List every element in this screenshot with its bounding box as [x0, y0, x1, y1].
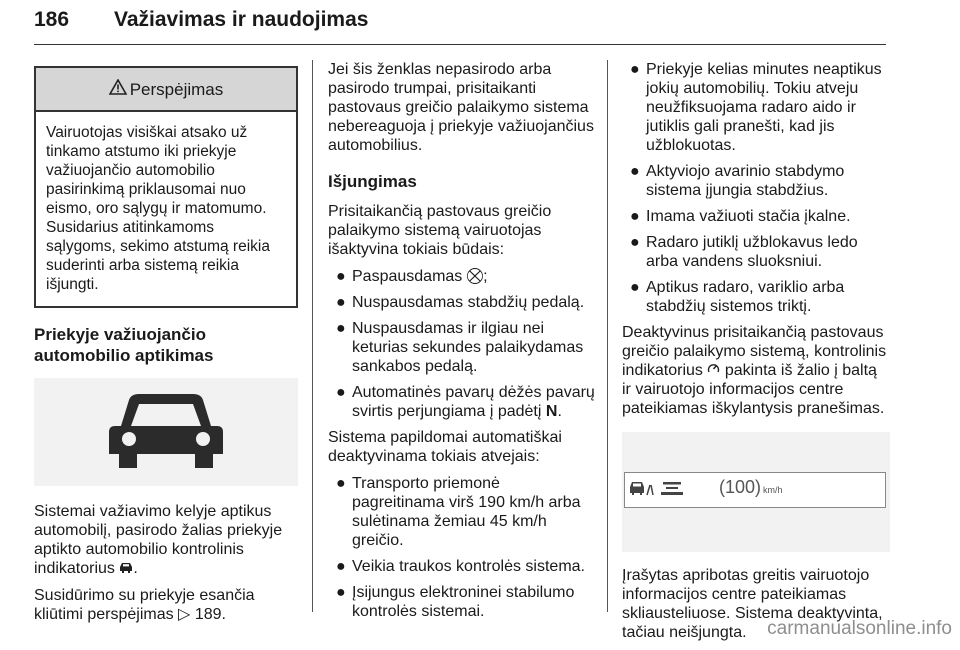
warning-title: Perspėjimas	[129, 79, 224, 99]
page-number: 186	[34, 8, 70, 31]
list-item: ● Priekyje kelias minutes neaptikus jokių automobilių. Tokiu atveju neužfiksuojama radaro aido ir jutiklis gali pranešti, kad jis užblokuotas.	[630, 61, 882, 154]
page-reference-icon: ▷	[178, 606, 191, 623]
paragraph: Jei šis ženklas nepasirodo arba pasirodo trumpai, prisitaikanti pastovaus greičio palaikymo sistema nebereaguoja į priekyje važiuojančius automobilius.	[328, 61, 594, 154]
column-divider	[607, 60, 608, 612]
cruise-button-icon: ⛒	[466, 268, 484, 285]
list-item: ● Transporto priemonė pagreitinama virš 190 km/h arba sulėtinama žemiau 45 km/h greičio.	[336, 475, 581, 549]
column-3	[622, 60, 890, 650]
header-rule	[34, 44, 886, 45]
column-1	[34, 60, 298, 632]
page-header	[34, 4, 886, 48]
list-item: ● Aktyviojo avarinio stabdymo sistema įjungia stabdžius.	[630, 163, 845, 199]
paragraph: Įrašytas apribotas greitis vairuotojo informacijos centre pateikiamas skliausteliuose. Sistema deaktyvinta, tačiau neišjungta.	[622, 567, 883, 641]
bullet-list	[328, 474, 596, 621]
section-heading: Išjungimas	[328, 172, 417, 191]
list-item: ● Paspausdamas ⛒;	[336, 268, 488, 285]
warning-header	[36, 68, 296, 112]
warning-box	[34, 66, 298, 308]
warning-icon	[109, 79, 127, 99]
bullet-list	[328, 267, 596, 421]
warning-text: Vairuotojas visiškai atsako už tinkamo atstumo iki priekyje važiuojančio automobilio pasirinkimą priklausomai nuo eismo, oro sąlygų ir matomumo. Susidarius atitinkamoms sąlygoms, sekimo atstumą reikia suderinti arba sistemą reikia išjungti.	[46, 124, 270, 293]
paragraph: Susidūrimo su priekyje esančia kliūtimi perspėjimas ▷ 189.	[34, 587, 255, 623]
list-item: ● Nuspausdamas stabdžių pedalą.	[336, 294, 585, 311]
driver-info-display	[624, 472, 886, 508]
list-item: ● Automatinės pavarų dėžės pavarų svirtis perjungiama į padėtį N.	[336, 384, 595, 420]
list-item: ● Veikia traukos kontrolės sistema.	[336, 558, 585, 575]
cruise-indicator-icon	[707, 362, 720, 379]
list-item: ● Imama važiuoti stačia įkalne.	[630, 208, 851, 225]
paragraph: Deaktyvinus prisitaikančią pastovaus greičio palaikymo sistemą, kontrolinis indikatorius pakinta iš žalio į baltą ir vairuotojo informacijos centre pateikiamas iškylantysis pranešimas.	[622, 324, 887, 417]
vehicle-ahead-illustration	[34, 378, 298, 486]
paragraph: Prisitaikančią pastovaus greičio palaikymo sistemą vairuotojas išaktyvina tokiais būdais:	[328, 203, 552, 258]
chapter-title: Važiavimas ir naudojimas	[114, 8, 369, 31]
following-distance-icon	[661, 481, 683, 502]
column-divider	[312, 60, 313, 612]
paragraph: Sistemai važiavimo kelyje aptikus automobilį, pasirodo žalias priekyje aptikto automobilio kontrolinis indikatorius .	[34, 503, 283, 577]
set-speed-readout: (100) km/h	[719, 477, 783, 497]
list-item: ● Įsijungus elektroninei stabilumo kontrolės sistemai.	[336, 584, 575, 620]
driver-info-display-illustration	[622, 432, 890, 552]
vehicle-ahead-icon	[629, 479, 657, 504]
paragraph: Sistema papildomai automatiškai deaktyvinama tokiais atvejais:	[328, 429, 562, 465]
vehicle-indicator-icon	[119, 560, 133, 577]
list-item: ● Aptikus radaro, variklio arba stabdžių sistemos triktį.	[630, 279, 845, 315]
column-2	[328, 60, 596, 628]
section-heading: Priekyje važiuojančio automobilio aptikimas	[34, 325, 214, 365]
bullet-list	[622, 60, 890, 316]
vehicle-ahead-icon	[101, 392, 231, 472]
list-item: ● Nuspausdamas ir ilgiau nei keturias sekundes palaikydamas sankabos pedalą.	[336, 320, 584, 375]
list-item: ● Radaro jutiklį užblokavus ledo arba vandens sluoksniui.	[630, 234, 858, 270]
watermark: carmanualsonline.info	[767, 618, 952, 639]
